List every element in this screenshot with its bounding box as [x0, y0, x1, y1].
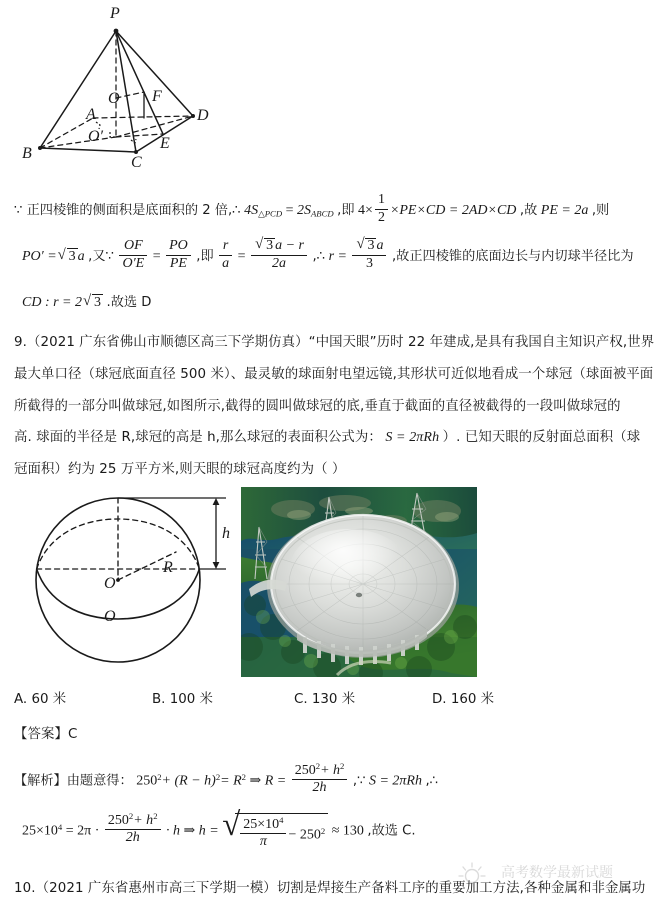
label-Oprime-sphere: O′: [104, 575, 120, 592]
option-d[interactable]: D. 160 米: [432, 692, 495, 707]
analysis9-line1: 【解析】由题意得： $250^2+ (R - h)^2= R^2$ ⇒ R = $\frac{250^2+ h^2}{2h}$ ,∵ S = 2πRh ,∴: [14, 761, 439, 796]
label-R: R: [163, 559, 173, 576]
question9-line2: 最大单口径（球冠底面直径 500 米）、最灵敏的球面射电望远镜,其形状可近似地看成一个球冠（球面被平面: [14, 367, 654, 382]
analysis9-line2: $25\times 10^4 = 2\pi$ · $\frac{250^2+ h^2}{2h}$ · h ⇒ h = √ $\frac{25\times 10^4}{\pi}$ − $250^2 \approx 130$ ,故选 C.: [22, 812, 416, 850]
watermark-text: 高考数学最新试题: [501, 865, 613, 881]
label-E: E: [160, 135, 170, 152]
question9-line4: 高. 球面的半径是 R,球冠的高是 h,那么球冠的表面积公式为： S = 2πRh ）. 已知天眼的反射面总面积（球: [14, 430, 641, 445]
answer-line: 【答案】C: [14, 727, 78, 742]
label-F: F: [152, 88, 162, 105]
label-C: C: [131, 154, 142, 171]
fast-telescope-photo: [241, 487, 477, 677]
solution8-line3: CD : r = 2 √ 3 .故选 D: [22, 291, 151, 311]
label-O-sphere: O: [104, 608, 116, 625]
label-P: P: [110, 5, 120, 22]
figure-regular-pyramid: [0, 0, 330, 190]
label-B: B: [22, 145, 32, 162]
solution8-line2: PO′ = √ 3 a ,又∵ $\frac{OF}{O'E}$ = $\frac{PO}{PE}$ ,即 $\frac{r}{a}$ = √ $\frac{3 a - r}{2a}$ ,∴ r = √ $\frac{3 a}{3}$ ,故正四棱锥的底面边长与内切球半径比为: [22, 238, 634, 271]
label-A: A: [86, 106, 96, 123]
label-Oprime: O′: [88, 128, 104, 145]
question9-line5: 冠面积）约为 25 万平方米,则天眼的球冠高度约为（ ）: [14, 462, 346, 477]
label-O: O: [108, 90, 120, 107]
option-a[interactable]: A. 60 米: [14, 692, 67, 707]
label-D: D: [197, 107, 209, 124]
question9-line1: 9.（2021 广东省佛山市顺德区高三下学期仿真）“中国天眼”历时 22 年建成,是具有我国自主知识产权,世界: [14, 335, 655, 350]
option-b[interactable]: B. 100 米: [152, 692, 213, 707]
option-c[interactable]: C. 130 米: [294, 692, 356, 707]
label-h: h: [222, 525, 230, 542]
question9-line3: 所截得的一部分叫做球冠,如图所示,截得的圆叫做球冠的底,垂直于截面的直径被截得的一段叫做球冠的: [14, 399, 621, 414]
figure-spherical-cap: [0, 480, 240, 680]
solution8-line1: ∵ 正四棱锥的侧面积是底面积的 2 倍,∴ $4S_{\triangle PCD} = 2S_{ABCD}$ ,即 4× $\frac{1}{2}$ ×PE×CD = 2AD×CD ,故 PE = 2a ,则: [14, 192, 610, 225]
question10-line1: 10.（2021 广东省惠州市高三下学期一模）切割是焊接生产备料工序的重要加工方法,各种金属和非金属功: [14, 881, 646, 896]
